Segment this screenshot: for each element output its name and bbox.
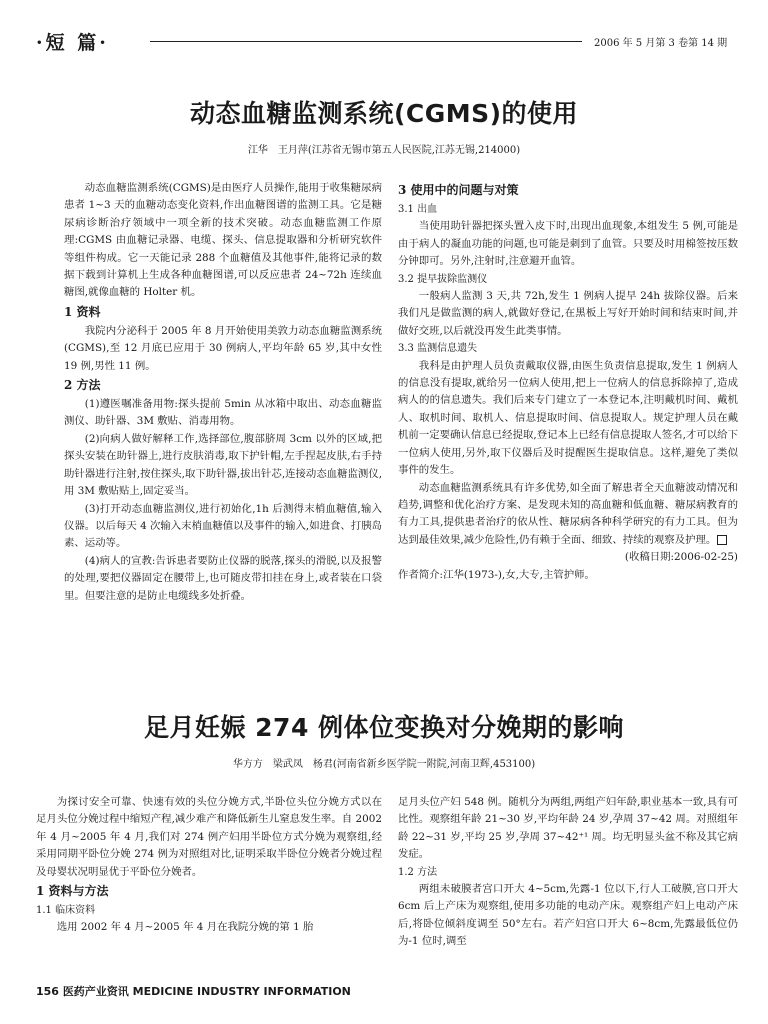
paragraph: (1)遵医嘱准备用物:探头提前 5min 从冰箱中取出、动态血糖监测仪、助针器、3M 敷贴、消毒用物。 bbox=[64, 398, 382, 428]
issue-info: 2006 年 5 月第 3 卷第 14 期 bbox=[594, 38, 728, 49]
section-label: ·短 篇· bbox=[36, 32, 109, 54]
article1-left-column bbox=[64, 180, 382, 605]
paragraph: (2)向病人做好解释工作,选择部位,腹部脐周 3cm 以外的区域,把探头安装在助针器上,进行皮肤消毒,取下护针帽,左手捏起皮肤,右手持助针器进行注射,按住探头,取下助针器,拔出针芯,连接动态血糖监测仪,用 3M 敷贴贴上,固定妥当。 bbox=[64, 432, 382, 498]
subsection-heading: 3.2 提早拔除监测仪 bbox=[398, 273, 488, 285]
article2-title: 足月妊娠 274 例体位变换对分娩期的影响 bbox=[143, 713, 625, 742]
section-heading: 1 资料 bbox=[64, 304, 101, 319]
subsection-heading: 1.2 方法 bbox=[398, 866, 438, 878]
paragraph: 当使用助针器把探头置入皮下时,出现出血现象,本组发生 5 例,可能是由于病人的凝血功能的问题,也可能是刺到了血管。只要及时用棉签按压数分钟即可。另外,注射时,注意避开血管。 bbox=[398, 220, 738, 268]
section-heading: 2 方法 bbox=[64, 378, 101, 393]
paragraph: 一般病人监测 3 天,共 72h,发生 1 例病人提早 24h 拔除仪器。后来我们凡是做监测的病人,就做好登记,在黑板上写好开始时间和结束时间,并做好交班,以后就没再发生此类事情。 bbox=[398, 290, 738, 337]
section-heading: 3 使用中的问题与对策 bbox=[398, 183, 519, 197]
paragraph: 作者简介:江华(1973-),女,大专,主管护师。 bbox=[398, 568, 595, 581]
page-footer bbox=[36, 983, 351, 999]
subsection-heading: 3.1 出血 bbox=[398, 204, 438, 215]
article2-left-column bbox=[36, 794, 382, 937]
section-heading: 1 资料与方法 bbox=[36, 884, 109, 899]
paragraph: 动态血糖监测系统具有许多优势,如全面了解患者全天血糖波动情况和趋势,调整和优化治疗方案、是发现未知的高血糖和低血糖、糖尿病教育的有力工具,提供患者治疗的依从性、糖尿病各种科学研究的有力工具。但为达到最佳效果,减少危险性,仍有赖于全面、细致、持续的观察及护理。 bbox=[398, 481, 738, 546]
paragraph: (4)病人的宣教:告诉患者要防止仪器的脱落,探头的滑脱,以及报警的处理,要把仪器固定在腰带上,也可随皮带扣挂在身上,或者装在口袋里。但要注意的是防止电缆线多处折叠。 bbox=[64, 554, 382, 602]
paragraph: 我科是由护理人员负责戴取仪器,由医生负责信息提取,发生 1 例病人的信息没有提取,就给另一位病人使用,把上一位病人的信息拆除掉了,造成病人的的信息遗失。我们后来专门建立了一本登记本,注明戴机时间、戴机人、取机时间、取机人、信息提取时间、信息提取人。规定护理人员在戴机前一定要确认信息已经提取,登记本上已经有信息提取人签名,才可以给下一位病人使用,另外,取下仪器后及时提醒医生提取信息。这样,避免了类似事件的发生。 bbox=[398, 359, 738, 477]
page-number: 156 bbox=[36, 985, 59, 998]
paragraph: 足月头位产妇 548 例。随机分为两组,两组产妇年龄,职业基本一致,具有可比性。观察组年龄 21~30 岁,平均年龄 24 岁,孕周 37~42 周。对照组年龄 22~31 岁,平均 25 岁,孕周 37~42⁺¹ 周。均无明显头盆不称及其它病发症。 bbox=[398, 796, 738, 861]
subsection-heading: 3.3 监测信息遗失 bbox=[398, 343, 478, 355]
article2-authors: 华方方 梁武凤 杨君(河南省新乡医学院一附院,河南卫辉,453100) bbox=[232, 759, 536, 770]
article1-title: 动态血糖监测系统(CGMS)的使用 bbox=[189, 99, 579, 128]
article2-right-column bbox=[398, 794, 738, 951]
end-mark-icon bbox=[717, 535, 727, 545]
paragraph: (收稿日期:2006-02-25) bbox=[624, 551, 738, 564]
header-rule bbox=[150, 41, 582, 42]
article1-right-column bbox=[398, 180, 738, 584]
journal-name: 医药产业资讯 MEDICINE INDUSTRY INFORMATION bbox=[62, 985, 351, 998]
subsection-heading: 1.1 临床资料 bbox=[36, 905, 96, 917]
paragraph: 我院内分泌科于 2005 年 8 月开始使用美敦力动态血糖监测系统(CGMS),至 12 月底已应用于 30 例病人,平均年龄 65 岁,其中女性 19 例,男性 11 例。 bbox=[64, 324, 382, 372]
paragraph: 动态血糖监测系统(CGMS)是由医疗人员操作,能用于收集糖尿病患者 1~3 天的血糖动态变化资料,作出血糖图谱的监测工具。它是糖尿病诊断治疗领域中一项全新的技术突破。动态血糖监测工作原理:CGMS 由血糖记录器、电缆、探头、信息提取器和分析研究软件等组件构成。它一天能记录 288 个血糖值及其他事件,能将记录的数据下载到计算机上生成各种血糖图谱,可以反应患者 24~72h 连续血糖图,就像血糖的 Holter 机。 bbox=[64, 182, 382, 299]
paragraph: (3)打开动态血糖监测仪,进行初始化,1h 后测得末梢血糖值,输入仪器。以后每天 4 次输入末梢血糖值以及事件的输入,如进食、打胰岛素、运动等。 bbox=[64, 502, 382, 550]
paragraph: 两组未破膜者宫口开大 4~5cm,先露-1 位以下,行人工破膜,宫口开大 6cm 后上产床为观察组,使用多功能的电动产床。观察组产妇上电动产床后,将卧位倾斜度调至 50°左右。若产妇宫口开大 6~8cm,先露最低位仍为-1 位时,调至 bbox=[398, 883, 738, 948]
paragraph: 选用 2002 年 4 月~2005 年 4 月在我院分娩的第 1 胎 bbox=[56, 921, 314, 934]
paragraph: 为探讨安全可靠、快速有效的头位分娩方式,半卧位头位分娩方式以在足月头位分娩过程中缩短产程,减少难产和降低新生儿窒息发生率。自 2002 年 4 月~2005 年 4 月,我们对 274 例产妇用半卧位方式分娩为观察组,经采用同期平卧位分娩 274 例为对照组对比,证明采取半卧位分娩者分娩过程及母婴状况明显优于平卧位分娩者。 bbox=[36, 796, 382, 878]
article1-authors: 江华 王月萍(江苏省无锡市第五人民医院,江苏无锡,214000) bbox=[247, 145, 521, 156]
